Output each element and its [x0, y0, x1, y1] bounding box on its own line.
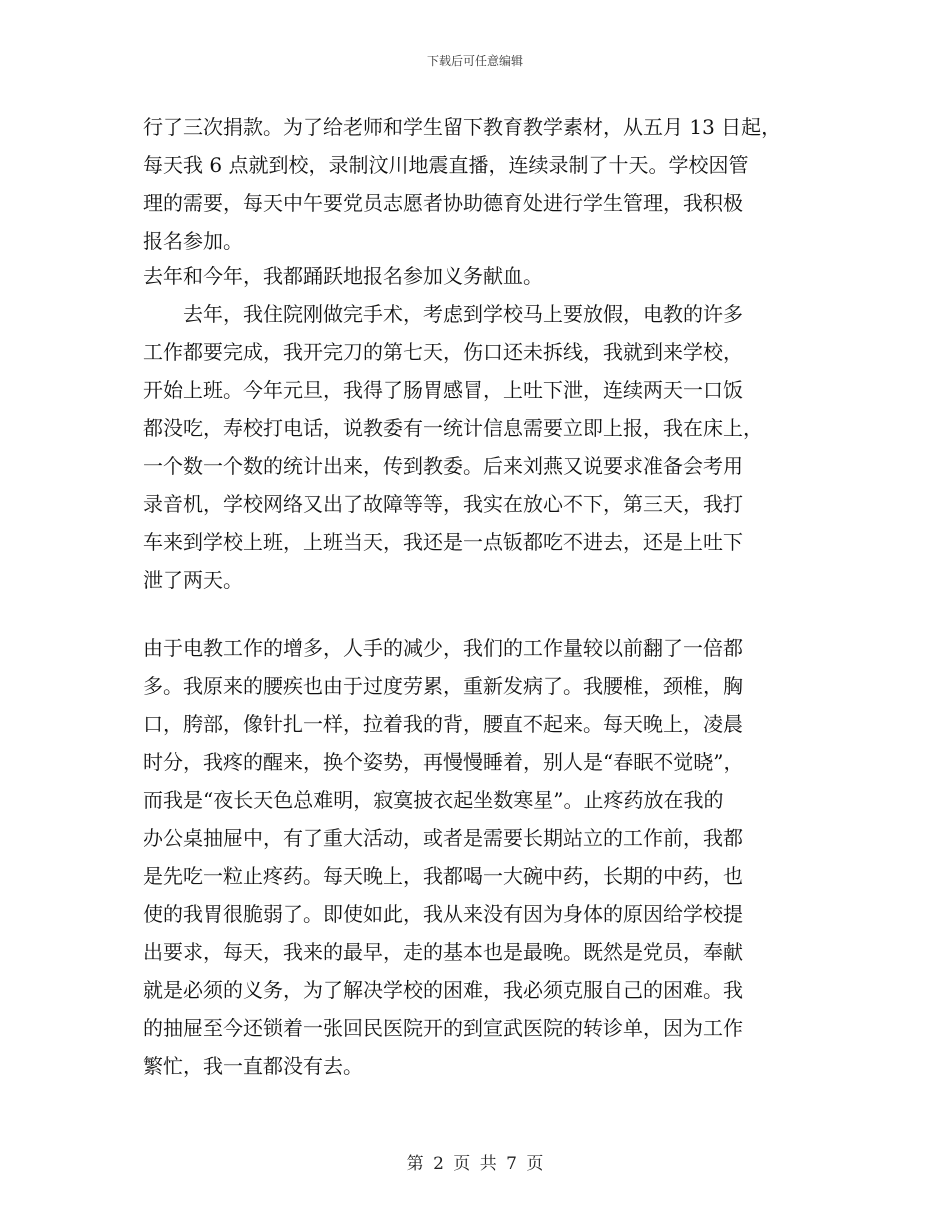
text-line: 车来到学校上班，上班当天，我还是一点钣都吃不进去，还是上吐下: [143, 530, 743, 554]
text-line: 报名参加。: [143, 229, 243, 253]
text-line: 理的需要，每天中午要党员志愿者协助德育处进行学生管理，我积极: [143, 191, 743, 215]
text-line: 是先吃一粒止疼药。每天晚上，我都喝一大碗中药，长期的中药，也: [143, 864, 743, 888]
text-line: 使的我胃很脆弱了。即使如此，我从来没有因为身体的原因给学校提: [143, 902, 743, 926]
text-line: 工作都要完成，我开完刀的第七天，伤口还未拆线，我就到来学校，: [143, 340, 743, 364]
text-line: 泄了两天。: [143, 568, 243, 592]
text-line: 出要求，每天，我来的最早，走的基本也是最晚。既然是党员，奉献: [143, 940, 743, 964]
text-line: 而我是“夜长天色总难明，寂寞披衣起坐数寒星”。止疼药放在我的: [143, 788, 724, 812]
text-line: 去年和今年，我都踊跃地报名参加义务献血。: [143, 264, 543, 288]
text-line: 行了三次捐款。为了给老师和学生留下教育教学素材，从五月 13 日起，: [143, 115, 782, 139]
text-line: 口，胯部，像针扎一样，拉着我的背，腰直不起来。每天晚上，凌晨: [143, 712, 743, 736]
text-line: 多。我原来的腰疾也由于过度劳累，重新发病了。我腰椎，颈椎，胸: [143, 674, 743, 698]
text-line: 每天我 6 点就到校，录制汶川地震直播，连续录制了十天。学校因管: [143, 153, 749, 177]
text-line: 一个数一个数的统计出来，传到教委。后来刘燕又说要求准备会考用: [143, 454, 743, 478]
page-header: 下载后可任意编辑: [426, 54, 523, 68]
text-line: 的抽屉至今还锁着一张回民医院开的到宣武医院的转诊单，因为工作: [143, 1016, 743, 1040]
text-line: 繁忙，我一直都没有去。: [143, 1054, 363, 1078]
text-line: 都没吃，寿校打电话，说教委有一统计信息需要立即上报，我在床上，: [143, 416, 763, 440]
text-line: 就是必须的义务，为了解决学校的困难，我必须克服自己的困难。我: [143, 978, 743, 1002]
text-line: 时分，我疼的醒来，换个姿势，再慢慢睡着，别人是“春眠不觉晓”，: [143, 750, 744, 774]
text-line: 去年，我住院刚做完手术，考虑到学校马上要放假，电教的许多: [143, 302, 743, 326]
text-line: 办公桌抽屉中，有了重大活动，或者是需要长期站立的工作前，我都: [143, 826, 743, 850]
text-line: 由于电教工作的增多，人手的减少，我们的工作量较以前翻了一倍都: [143, 636, 743, 660]
page-number-footer: 第 2 页 共 7 页: [406, 1154, 544, 1174]
text-line: 开始上班。今年元旦，我得了肠胃感冒，上吐下泄，连续两天一口饭: [143, 378, 743, 402]
text-line: 录音机，学校网络又出了故障等等，我实在放心不下，第三天，我打: [143, 492, 743, 516]
